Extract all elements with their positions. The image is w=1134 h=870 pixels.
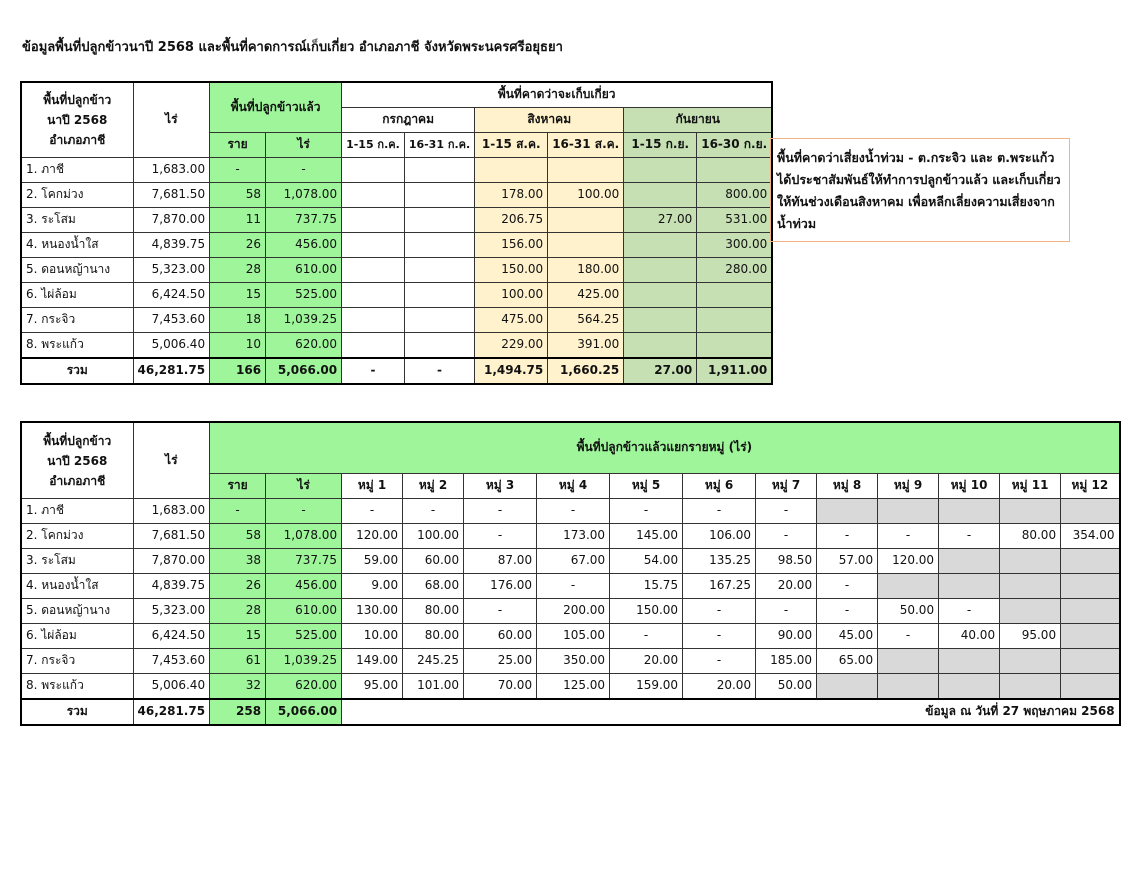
moo-value: 50.00 xyxy=(878,599,939,624)
moo-value: 57.00 xyxy=(817,549,878,574)
rai-value: 1,039.25 xyxy=(266,649,342,674)
empty-cell xyxy=(1061,549,1120,574)
area-value: 7,870.00 xyxy=(133,208,210,233)
area-value: 5,323.00 xyxy=(133,258,210,283)
empty-cell xyxy=(939,499,1000,524)
period-value xyxy=(624,158,697,183)
total-period-value: 27.00 xyxy=(624,358,697,384)
note-line: ให้ทันช่วงเดือนสิงหาคม เพื่อหลีกเลี่ยงความเสี่ยงจาก xyxy=(777,194,1055,209)
period-value: 100.00 xyxy=(475,283,548,308)
period-value: 229.00 xyxy=(475,333,548,359)
period-value xyxy=(404,233,474,258)
period-value: 150.00 xyxy=(475,258,548,283)
moo-value: - xyxy=(464,599,537,624)
moo-value: 125.00 xyxy=(537,674,610,700)
total-period-value: 1,494.75 xyxy=(475,358,548,384)
farmers-value: 28 xyxy=(210,599,266,624)
farmers-value: 11 xyxy=(210,208,266,233)
moo-header: หมู่ 11 xyxy=(1000,474,1061,499)
empty-cell xyxy=(1061,624,1120,649)
farmers-value: 26 xyxy=(210,574,266,599)
total-period-value: 1,660.25 xyxy=(548,358,624,384)
farmers-value: 58 xyxy=(210,524,266,549)
moo-value: - xyxy=(683,649,756,674)
period-header: 1-15 ก.ย. xyxy=(624,133,697,158)
month-august-header: สิงหาคม xyxy=(475,108,624,133)
period-value xyxy=(404,283,474,308)
rai-value: - xyxy=(266,158,342,183)
period-header: 16-31 ก.ค. xyxy=(404,133,474,158)
area-value: 4,839.75 xyxy=(133,574,210,599)
rai-value: 1,078.00 xyxy=(266,524,342,549)
rai-value: - xyxy=(266,499,342,524)
month-july-header: กรกฎาคม xyxy=(342,108,475,133)
table-row xyxy=(21,258,772,283)
period-value xyxy=(548,158,624,183)
table-row xyxy=(21,649,1120,674)
moo-value: 40.00 xyxy=(939,624,1000,649)
data-date: ข้อมูล ณ วันที่ 27 พฤษภาคม 2568 xyxy=(342,699,1120,725)
table-row xyxy=(21,624,1120,649)
subdistrict-name: 5. ดอนหญ้านาง xyxy=(21,258,133,283)
moo-value: 101.00 xyxy=(403,674,464,700)
area-value: 5,006.40 xyxy=(133,674,210,700)
total-rai: 5,066.00 xyxy=(266,358,342,384)
farmers-value: 18 xyxy=(210,308,266,333)
moo-value: - xyxy=(756,524,817,549)
moo-value: 95.00 xyxy=(342,674,403,700)
moo-header: หมู่ 3 xyxy=(464,474,537,499)
area-value: 6,424.50 xyxy=(133,283,210,308)
subdistrict-name: 1. ภาชี xyxy=(21,499,133,524)
table-row xyxy=(21,208,772,233)
empty-cell xyxy=(939,674,1000,700)
period-value xyxy=(404,158,474,183)
total-period-value: - xyxy=(404,358,474,384)
moo-value: 159.00 xyxy=(610,674,683,700)
table-row xyxy=(21,574,1120,599)
period-value: 156.00 xyxy=(475,233,548,258)
period-value xyxy=(342,183,405,208)
moo-value: - xyxy=(342,499,403,524)
period-value xyxy=(342,208,405,233)
rai-planted-header: ไร่ xyxy=(266,133,342,158)
total-label: รวม xyxy=(21,358,133,384)
moo-value: - xyxy=(683,599,756,624)
table-row xyxy=(21,233,772,258)
farmers-value: 58 xyxy=(210,183,266,208)
table-row xyxy=(21,524,1120,549)
area-value: 7,453.60 xyxy=(133,308,210,333)
empty-cell xyxy=(1061,599,1120,624)
moo-value: 20.00 xyxy=(683,674,756,700)
moo-value: 90.00 xyxy=(756,624,817,649)
area-value: 5,006.40 xyxy=(133,333,210,359)
rai-header: ไร่ xyxy=(133,82,210,158)
farmers-value: - xyxy=(210,499,266,524)
subdistrict-name: 2. โคกม่วง xyxy=(21,183,133,208)
period-value: 425.00 xyxy=(548,283,624,308)
period-value xyxy=(404,183,474,208)
total-label: รวม xyxy=(21,699,133,725)
rai-value: 737.75 xyxy=(266,208,342,233)
subdistrict-name: 7. กระจิว xyxy=(21,308,133,333)
moo-value: - xyxy=(403,499,464,524)
moo-header: หมู่ 7 xyxy=(756,474,817,499)
moo-value: 245.25 xyxy=(403,649,464,674)
note-line: น้ำท่วม xyxy=(777,216,817,231)
farmers-header: ราย xyxy=(210,133,266,158)
moo-value: 173.00 xyxy=(537,524,610,549)
moo-value: 354.00 xyxy=(1061,524,1120,549)
rai-value: 1,039.25 xyxy=(266,308,342,333)
period-value xyxy=(342,233,405,258)
moo-value: - xyxy=(878,624,939,649)
moo-value: 100.00 xyxy=(403,524,464,549)
subdistrict-name: 3. ระโสม xyxy=(21,549,133,574)
moo-header: หมู่ 2 xyxy=(403,474,464,499)
moo-value: 20.00 xyxy=(756,574,817,599)
table-row xyxy=(21,674,1120,700)
rai-value: 610.00 xyxy=(266,599,342,624)
period-value: 178.00 xyxy=(475,183,548,208)
table-row xyxy=(21,599,1120,624)
moo-value: 10.00 xyxy=(342,624,403,649)
flood-risk-note xyxy=(770,138,1070,242)
area-value: 1,683.00 xyxy=(133,158,210,183)
moo-value: - xyxy=(683,624,756,649)
moo-value: 200.00 xyxy=(537,599,610,624)
empty-cell xyxy=(1061,499,1120,524)
moo-value: 50.00 xyxy=(756,674,817,700)
period-value xyxy=(475,158,548,183)
table-row xyxy=(21,183,772,208)
area-value: 4,839.75 xyxy=(133,233,210,258)
rai-value: 456.00 xyxy=(266,574,342,599)
farmers-value: - xyxy=(210,158,266,183)
rai-value: 525.00 xyxy=(266,283,342,308)
moo-value: - xyxy=(610,624,683,649)
period-value xyxy=(342,333,405,359)
empty-cell xyxy=(1000,599,1061,624)
subdistrict-name: 4. หนองน้ำใส xyxy=(21,233,133,258)
rai-value: 620.00 xyxy=(266,333,342,359)
period-value xyxy=(624,308,697,333)
rai-value: 737.75 xyxy=(266,549,342,574)
month-september-header: กันยายน xyxy=(624,108,772,133)
empty-cell xyxy=(1061,574,1120,599)
planted-header: พื้นที่ปลูกข้าวแล้ว xyxy=(210,82,342,133)
period-value: 280.00 xyxy=(697,258,772,283)
moo-value: 106.00 xyxy=(683,524,756,549)
moo-value: - xyxy=(817,574,878,599)
moo-value: - xyxy=(817,599,878,624)
moo-value: 120.00 xyxy=(342,524,403,549)
moo-value: 176.00 xyxy=(464,574,537,599)
period-value: 564.25 xyxy=(548,308,624,333)
rai-value: 610.00 xyxy=(266,258,342,283)
moo-header: หมู่ 10 xyxy=(939,474,1000,499)
moo-value: 9.00 xyxy=(342,574,403,599)
period-value xyxy=(342,308,405,333)
moo-value: - xyxy=(817,524,878,549)
moo-value: - xyxy=(610,499,683,524)
moo-value: 350.00 xyxy=(537,649,610,674)
area-value: 7,870.00 xyxy=(133,549,210,574)
period-value: 27.00 xyxy=(624,208,697,233)
note-line: พื้นที่คาดว่าเสี่ยงน้ำท่วม - ต.กระจิว และ ต.พระแก้ว xyxy=(777,150,1055,165)
moo-value: 60.00 xyxy=(403,549,464,574)
moo-header: หมู่ 9 xyxy=(878,474,939,499)
moo-value: - xyxy=(756,599,817,624)
rai-planted-header: ไร่ xyxy=(266,474,342,499)
area-header: พื้นที่ปลูกข้าว นาปี 2568 อำเภอภาชี xyxy=(21,82,133,158)
total-row xyxy=(21,358,772,384)
moo-value: - xyxy=(537,574,610,599)
empty-cell xyxy=(817,674,878,700)
period-header: 16-31 ส.ค. xyxy=(548,133,624,158)
empty-cell xyxy=(939,649,1000,674)
empty-cell xyxy=(878,499,939,524)
moo-value: 67.00 xyxy=(537,549,610,574)
moo-header: หมู่ 6 xyxy=(683,474,756,499)
period-header: 1-15 ส.ค. xyxy=(475,133,548,158)
moo-value: - xyxy=(683,499,756,524)
total-area: 46,281.75 xyxy=(133,358,210,384)
period-value xyxy=(697,333,772,359)
empty-cell xyxy=(1000,649,1061,674)
farmers-value: 61 xyxy=(210,649,266,674)
expected-harvest-header: พื้นที่คาดว่าจะเก็บเกี่ยว xyxy=(342,82,773,108)
moo-value: 15.75 xyxy=(610,574,683,599)
area-value: 7,453.60 xyxy=(133,649,210,674)
period-header: 1-15 ก.ค. xyxy=(342,133,405,158)
table-row xyxy=(21,283,772,308)
total-farmers: 166 xyxy=(210,358,266,384)
moo-value: - xyxy=(537,499,610,524)
subdistrict-name: 7. กระจิว xyxy=(21,649,133,674)
period-value xyxy=(624,258,697,283)
total-farmers: 258 xyxy=(210,699,266,725)
area-value: 7,681.50 xyxy=(133,183,210,208)
area-value: 6,424.50 xyxy=(133,624,210,649)
moo-value: 145.00 xyxy=(610,524,683,549)
moo-value: - xyxy=(464,524,537,549)
moo-value: 59.00 xyxy=(342,549,403,574)
period-value: 206.75 xyxy=(475,208,548,233)
subdistrict-name: 6. ไผ่ล้อม xyxy=(21,624,133,649)
period-value xyxy=(697,308,772,333)
moo-value: 105.00 xyxy=(537,624,610,649)
moo-value: 68.00 xyxy=(403,574,464,599)
total-period-value: - xyxy=(342,358,405,384)
moo-value: - xyxy=(756,499,817,524)
moo-value: 149.00 xyxy=(342,649,403,674)
table-row xyxy=(21,333,772,359)
period-value xyxy=(697,283,772,308)
moo-value: - xyxy=(939,524,1000,549)
moo-value: 95.00 xyxy=(1000,624,1061,649)
subdistrict-name: 8. พระแก้ว xyxy=(21,333,133,359)
moo-value: 65.00 xyxy=(817,649,878,674)
farmers-value: 15 xyxy=(210,283,266,308)
table-row xyxy=(21,549,1120,574)
moo-value: 60.00 xyxy=(464,624,537,649)
period-value xyxy=(624,183,697,208)
moo-value: 80.00 xyxy=(403,624,464,649)
empty-cell xyxy=(1000,499,1061,524)
period-value xyxy=(624,333,697,359)
moo-value: 185.00 xyxy=(756,649,817,674)
moo-value: 150.00 xyxy=(610,599,683,624)
empty-cell xyxy=(939,574,1000,599)
farmers-value: 38 xyxy=(210,549,266,574)
period-value xyxy=(404,308,474,333)
period-value xyxy=(624,233,697,258)
subdistrict-name: 1. ภาชี xyxy=(21,158,133,183)
period-value xyxy=(697,158,772,183)
period-value xyxy=(548,233,624,258)
moo-value: 135.25 xyxy=(683,549,756,574)
moo-value: - xyxy=(464,499,537,524)
moo-value: 70.00 xyxy=(464,674,537,700)
period-value: 475.00 xyxy=(475,308,548,333)
empty-cell xyxy=(1000,574,1061,599)
total-area: 46,281.75 xyxy=(133,699,210,725)
subdistrict-name: 6. ไผ่ล้อม xyxy=(21,283,133,308)
period-value: 391.00 xyxy=(548,333,624,359)
total-period-value: 1,911.00 xyxy=(697,358,772,384)
period-header: 16-30 ก.ย. xyxy=(697,133,772,158)
period-value: 100.00 xyxy=(548,183,624,208)
empty-cell xyxy=(939,549,1000,574)
moo-value: 80.00 xyxy=(1000,524,1061,549)
moo-value: 87.00 xyxy=(464,549,537,574)
farmers-header: ราย xyxy=(210,474,266,499)
table-row xyxy=(21,499,1120,524)
period-value xyxy=(624,283,697,308)
period-value xyxy=(342,258,405,283)
moo-value: 98.50 xyxy=(756,549,817,574)
moo-header: หมู่ 12 xyxy=(1061,474,1120,499)
moo-value: 167.25 xyxy=(683,574,756,599)
moo-value: - xyxy=(878,524,939,549)
planted-by-moo-header: พื้นที่ปลูกข้าวแล้วแยกรายหมู่ (ไร่) xyxy=(210,422,1120,474)
moo-value: 80.00 xyxy=(403,599,464,624)
subdistrict-name: 8. พระแก้ว xyxy=(21,674,133,700)
period-value: 800.00 xyxy=(697,183,772,208)
empty-cell xyxy=(1061,674,1120,700)
moo-value: 130.00 xyxy=(342,599,403,624)
table-row xyxy=(21,158,772,183)
subdistrict-name: 5. ดอนหญ้านาง xyxy=(21,599,133,624)
rai-value: 620.00 xyxy=(266,674,342,700)
empty-cell xyxy=(817,499,878,524)
period-value: 180.00 xyxy=(548,258,624,283)
farmers-value: 28 xyxy=(210,258,266,283)
subdistrict-name: 3. ระโสม xyxy=(21,208,133,233)
area-value: 5,323.00 xyxy=(133,599,210,624)
empty-cell xyxy=(878,674,939,700)
moo-value: 45.00 xyxy=(817,624,878,649)
period-value: 531.00 xyxy=(697,208,772,233)
area-value: 7,681.50 xyxy=(133,524,210,549)
subdistrict-name: 2. โคกม่วง xyxy=(21,524,133,549)
period-value xyxy=(404,333,474,359)
farmers-value: 10 xyxy=(210,333,266,359)
empty-cell xyxy=(878,649,939,674)
moo-value: - xyxy=(939,599,1000,624)
total-row xyxy=(21,699,1120,725)
rai-value: 1,078.00 xyxy=(266,183,342,208)
harvest-forecast-table xyxy=(20,81,773,385)
moo-value: 120.00 xyxy=(878,549,939,574)
farmers-value: 32 xyxy=(210,674,266,700)
moo-header: หมู่ 8 xyxy=(817,474,878,499)
period-value: 300.00 xyxy=(697,233,772,258)
area-value: 1,683.00 xyxy=(133,499,210,524)
moo-value: 25.00 xyxy=(464,649,537,674)
note-line: ได้ประชาสัมพันธ์ให้ทำการปลูกข้าวแล้ว และเก็บเกี่ยว xyxy=(777,172,1061,187)
empty-cell xyxy=(878,574,939,599)
farmers-value: 15 xyxy=(210,624,266,649)
table-row xyxy=(21,308,772,333)
planted-by-moo-table xyxy=(20,421,1121,726)
subdistrict-name: 4. หนองน้ำใส xyxy=(21,574,133,599)
area-header: พื้นที่ปลูกข้าว นาปี 2568 อำเภอภาชี xyxy=(21,422,133,499)
period-value xyxy=(548,208,624,233)
period-value xyxy=(342,283,405,308)
rai-value: 525.00 xyxy=(266,624,342,649)
period-value xyxy=(404,208,474,233)
rai-value: 456.00 xyxy=(266,233,342,258)
empty-cell xyxy=(1061,649,1120,674)
rai-header: ไร่ xyxy=(133,422,210,499)
moo-value: 54.00 xyxy=(610,549,683,574)
moo-header: หมู่ 1 xyxy=(342,474,403,499)
moo-header: หมู่ 5 xyxy=(610,474,683,499)
empty-cell xyxy=(1000,674,1061,700)
page-title: ข้อมูลพื้นที่ปลูกข้าวนาปี 2568 และพื้นที่คาดการณ์เก็บเกี่ยว อำเภอภาชี จังหวัดพระนครศรีอยุธยา xyxy=(22,40,563,55)
empty-cell xyxy=(1000,549,1061,574)
total-rai: 5,066.00 xyxy=(266,699,342,725)
farmers-value: 26 xyxy=(210,233,266,258)
period-value xyxy=(404,258,474,283)
moo-header: หมู่ 4 xyxy=(537,474,610,499)
moo-value: 20.00 xyxy=(610,649,683,674)
period-value xyxy=(342,158,405,183)
